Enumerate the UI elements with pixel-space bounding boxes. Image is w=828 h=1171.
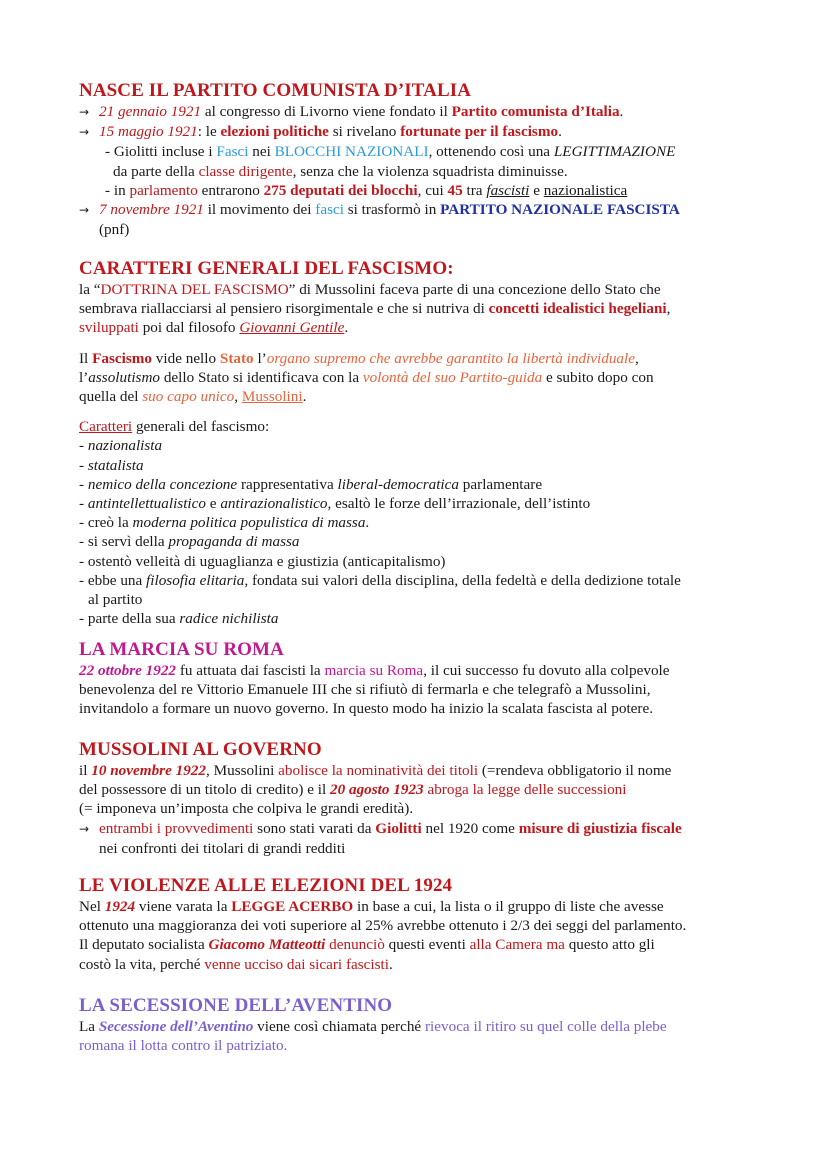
paragraph [79, 349, 759, 407]
section-caratteri-generali [79, 258, 759, 628]
text-line: Nel 1924 viene varata la LEGGE ACERBO in base a cui, la lista o il gruppo di liste che avesse [79, 898, 664, 915]
arrow-icon: → [79, 203, 90, 218]
section-partito-comunista [79, 80, 759, 239]
list-item: - ebbe una filosofia elitaria, fondata sui valori della disciplina, della fedeltà e della dedizione totale [79, 571, 681, 589]
text-line: costò la vita, perché venne ucciso dai sicari fascisti. [79, 955, 393, 973]
text-line: invitandolo a formare un nuovo governo. In questo modo ha inizio la scalata fascista al potere. [79, 700, 653, 718]
list-item: - creò la moderna politica populistica di massa. [79, 514, 370, 532]
list-item: - statalista [79, 456, 144, 474]
text-line: → 15 maggio 1921: le elezioni politiche si rivelano fortunate per il fascismo. [79, 122, 759, 142]
arrow-icon: → [79, 125, 90, 140]
text-line: ottenuto una maggioranza dei voti superiore al 25% avrebbe ottenuto i 2/3 dei seggi del parlamento. [79, 917, 687, 935]
text-line: nei confronti dei titolari di grandi redditi [99, 839, 346, 857]
list-item: - si servì della propaganda di massa [79, 533, 300, 551]
section-title: CARATTERI GENERALI DEL FASCISMO: [79, 258, 454, 279]
text-line: quella del suo capo unico, Mussolini. [79, 388, 307, 406]
text-line: La Secessione dell’Aventino viene così chiamata perché rievoca il ritiro su quel colle della plebe [79, 1018, 667, 1035]
section-title: LA MARCIA SU ROMA [79, 639, 284, 660]
list-item: - nazionalista [79, 437, 163, 455]
text-line: (= imponeva un’imposta che colpiva le grandi eredità). [79, 800, 414, 818]
arrow-icon: → [79, 105, 90, 119]
section-title: LE VIOLENZE ALLE ELEZIONI DEL 1924 [79, 875, 453, 896]
text-line: da parte della classe dirigente, senza che la violenza squadrista diminuisse. [113, 162, 568, 180]
text-line: (pnf) [99, 221, 130, 239]
list-item: - antintellettualistico e antirazionalistico, esaltò le forze dell’irrazionale, dell’istinto [79, 495, 591, 513]
text-line: la “DOTTRINA DEL FASCISMO” di Mussolini faceva parte di una concezione dello Stato che [79, 281, 661, 298]
list-item: - parte della sua radice nichilista [79, 610, 279, 628]
list-item-continuation: al partito [88, 591, 143, 609]
list-item: - ostentò velleità di uguaglianza e giustizia (anticapitalismo) [79, 552, 446, 570]
text-line: → entrambi i provvedimenti sono stati varati da Giolitti nel 1920 come misure di giustizia fiscale [79, 819, 759, 839]
arrow-icon: → [79, 821, 90, 836]
section-title: NASCE IL PARTITO COMUNISTA D’ITALIA [79, 80, 472, 101]
list-heading: Caratteri generali del fascismo: [79, 418, 270, 436]
paragraph [79, 280, 759, 338]
text-line: del possessore di un titolo di credito) e il 20 agosto 1923 abroga la legge delle successioni [79, 781, 627, 799]
text-line: sembrava riallacciarsi al pensiero risorgimentale e che si nutriva di concetti idealistici hegeliani, [79, 300, 671, 318]
text-line: l’assolutismo dello Stato si identificava con la volontà del suo Partito-guida e subito dopo con [79, 368, 654, 386]
text-line: Il Fascismo vide nello Stato l’organo supremo che avrebbe garantito la libertà individuale, [79, 349, 639, 367]
text-line: → 21 gennaio 1921 al congresso di Livorno viene fondato il Partito comunista d’Italia. [79, 102, 759, 122]
text-line: benevolenza del re Vittorio Emanuele III che si rifiutò di fermarla e che telegrafò a Mussolini, [79, 681, 651, 699]
section-title: LA SECESSIONE DELL’AVENTINO [79, 995, 393, 1016]
section-title: MUSSOLINI AL GOVERNO [79, 739, 322, 760]
text-line: romana il lotta contro il patriziato. [79, 1037, 288, 1055]
text-line: Il deputato socialista Giacomo Matteotti denunciò questi eventi alla Camera ma questo atto gli [79, 936, 655, 954]
section-marcia-su-roma [79, 639, 759, 719]
text-line: - in parlamento entrarono 275 deputati dei blocchi, cui 45 tra fascisti e nazionalistica [105, 181, 628, 199]
text-line: 22 ottobre 1922 fu attuata dai fascisti la marcia su Roma, il cui successo fu dovuto alla colpevole [79, 662, 670, 679]
characteristics-list [79, 417, 759, 628]
section-secessione-aventino [79, 995, 759, 1055]
text-line: il 10 novembre 1922, Mussolini abolisce la nominatività dei titoli (=rendeva obbligatorio il nome [79, 762, 672, 779]
text-line: - Giolitti incluse i Fasci nei BLOCCHI NAZIONALI, ottenendo così una LEGITTIMAZIONE [105, 143, 676, 161]
text-line: sviluppati poi dal filosofo Giovanni Gentile. [79, 319, 349, 337]
list-item: - nemico della concezione rappresentativa liberal-democratica parlamentare [79, 475, 543, 493]
section-violenze-elezioni [79, 875, 759, 974]
section-mussolini-al-governo [79, 739, 759, 858]
text-line: → 7 novembre 1921 il movimento dei fasci si trasformò in PARTITO NAZIONALE FASCISTA [79, 200, 759, 220]
